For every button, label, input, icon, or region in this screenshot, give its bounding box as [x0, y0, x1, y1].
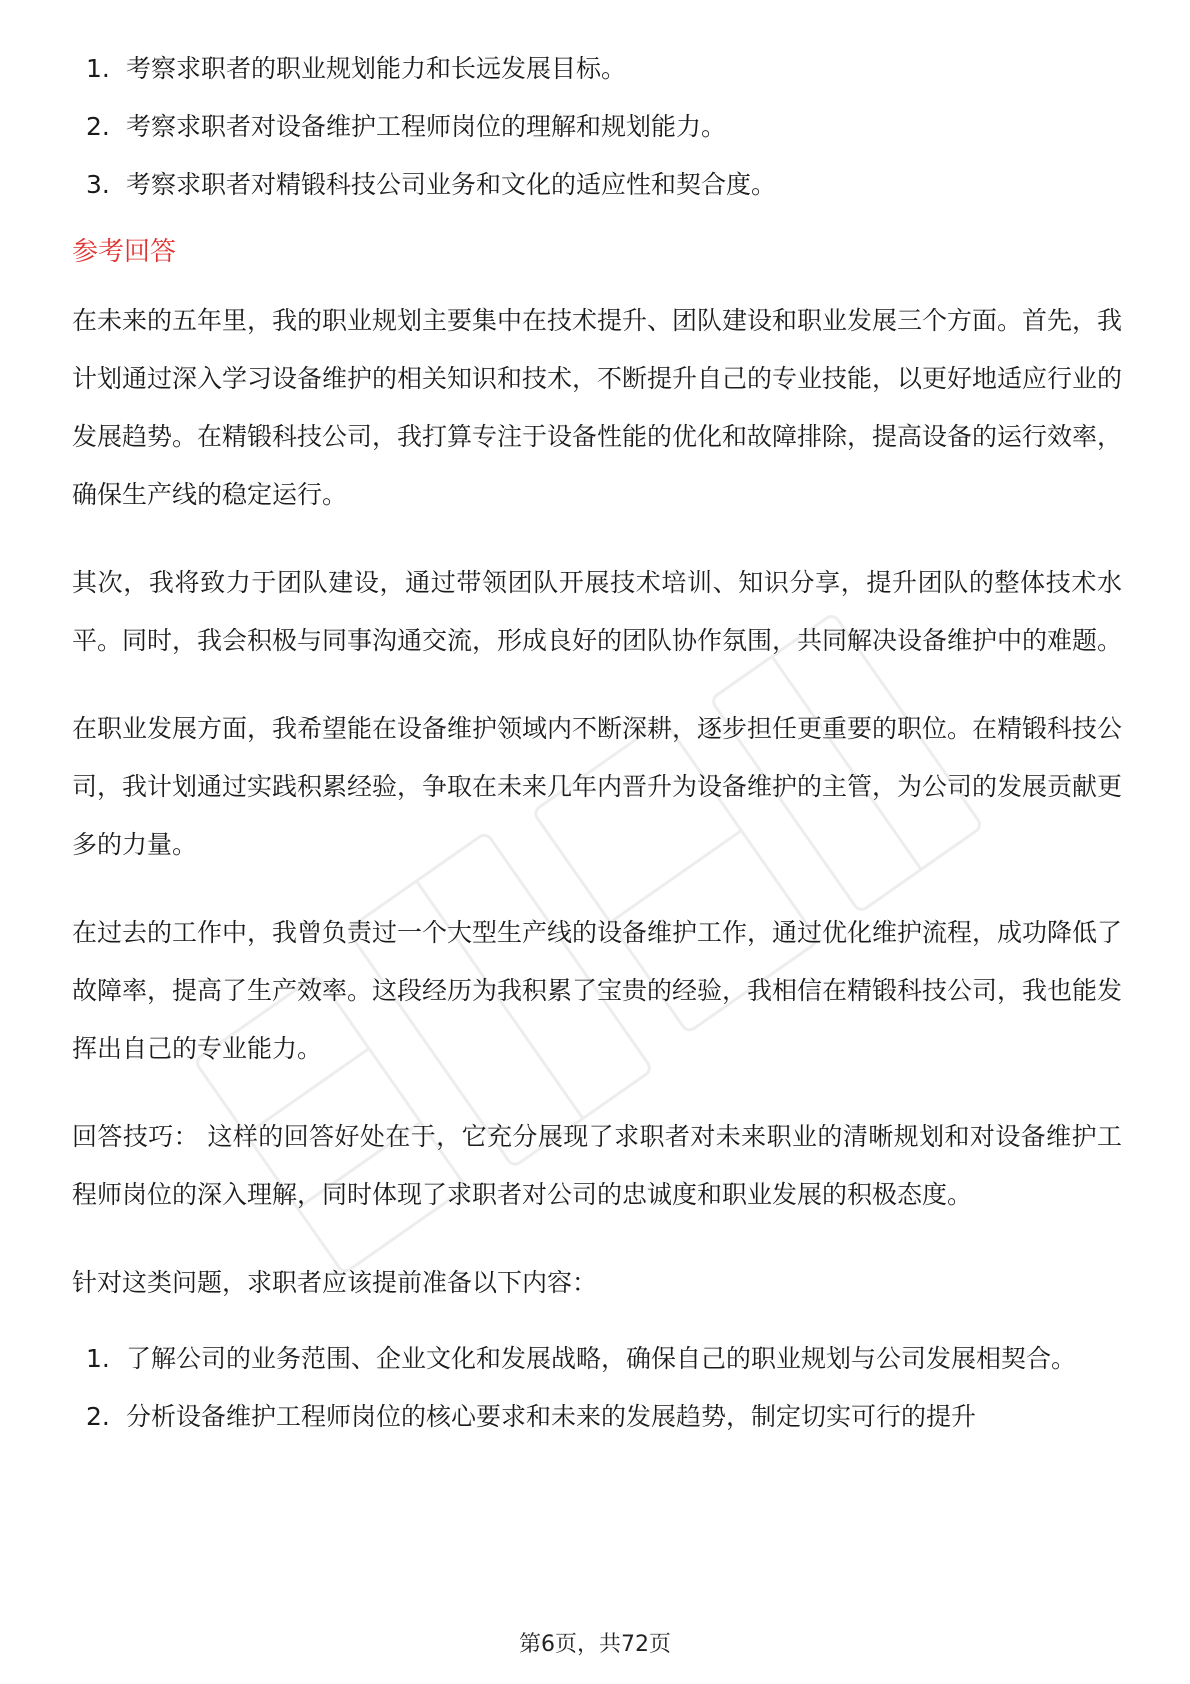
list-item	[72, 40, 1122, 98]
page-number-footer: 第6页，共72页	[519, 1632, 671, 1657]
list-item	[72, 1330, 1122, 1388]
preparation-list	[72, 1330, 1122, 1446]
list-number: 3.	[86, 170, 110, 199]
list-number: 1.	[86, 1344, 110, 1373]
paragraph: 其次，我将致力于团队建设，通过带领团队开展技术培训、知识分享，提升团队的整体技术水平。同时，我会积极与同事沟通交流，形成良好的团队协作氛围，共同解决设备维护中的难题。	[72, 568, 1123, 655]
answer-tips-paragraph: 回答技巧： 这样的回答好处在于，它充分展现了求职者对未来职业的清晰规划和对设备维护工程师岗位的深入理解，同时体现了求职者对公司的忠诚度和职业发展的积极态度。	[72, 1122, 1122, 1209]
list-item-text: 了解公司的业务范围、企业文化和发展战略，确保自己的职业规划与公司发展相契合。	[126, 1344, 1077, 1373]
list-item-text: 考察求职者的职业规划能力和长远发展目标。	[126, 54, 627, 83]
paragraph: 在过去的工作中，我曾负责过一个大型生产线的设备维护工作，通过优化维护流程，成功降低了故障率，提高了生产效率。这段经历为我积累了宝贵的经验，我相信在精锻科技公司，我也能发挥出自己的专业能力。	[72, 918, 1123, 1063]
document-body	[72, 40, 1122, 1446]
paragraph: 在未来的五年里，我的职业规划主要集中在技术提升、团队建设和职业发展三个方面。首先，我计划通过深入学习设备维护的相关知识和技术，不断提升自己的专业技能，以更好地适应行业的发展趋势。在精锻科技公司，我打算专注于设备性能的优化和故障排除，提高设备的运行效率，确保生产线的稳定运行。	[72, 306, 1123, 509]
list-number: 1.	[86, 54, 110, 83]
list-item	[72, 156, 1122, 214]
objectives-list	[72, 40, 1122, 214]
list-item-text: 考察求职者对设备维护工程师岗位的理解和规划能力。	[126, 112, 727, 141]
list-item	[72, 1388, 1122, 1446]
preparation-intro: 针对这类问题，求职者应该提前准备以下内容：	[72, 1268, 598, 1297]
list-item	[72, 98, 1122, 156]
list-number: 2.	[86, 112, 110, 141]
paragraph: 在职业发展方面，我希望能在设备维护领域内不断深耕，逐步担任更重要的职位。在精锻科技公司，我计划通过实践积累经验，争取在未来几年内晋升为设备维护的主管，为公司的发展贡献更多的力量。	[72, 714, 1123, 859]
section-heading: 参考回答	[72, 237, 177, 267]
list-number: 2.	[86, 1402, 110, 1431]
list-item-text: 考察求职者对精锻科技公司业务和文化的适应性和契合度。	[126, 170, 777, 199]
list-item-text: 分析设备维护工程师岗位的核心要求和未来的发展趋势，制定切实可行的提升	[126, 1402, 977, 1431]
